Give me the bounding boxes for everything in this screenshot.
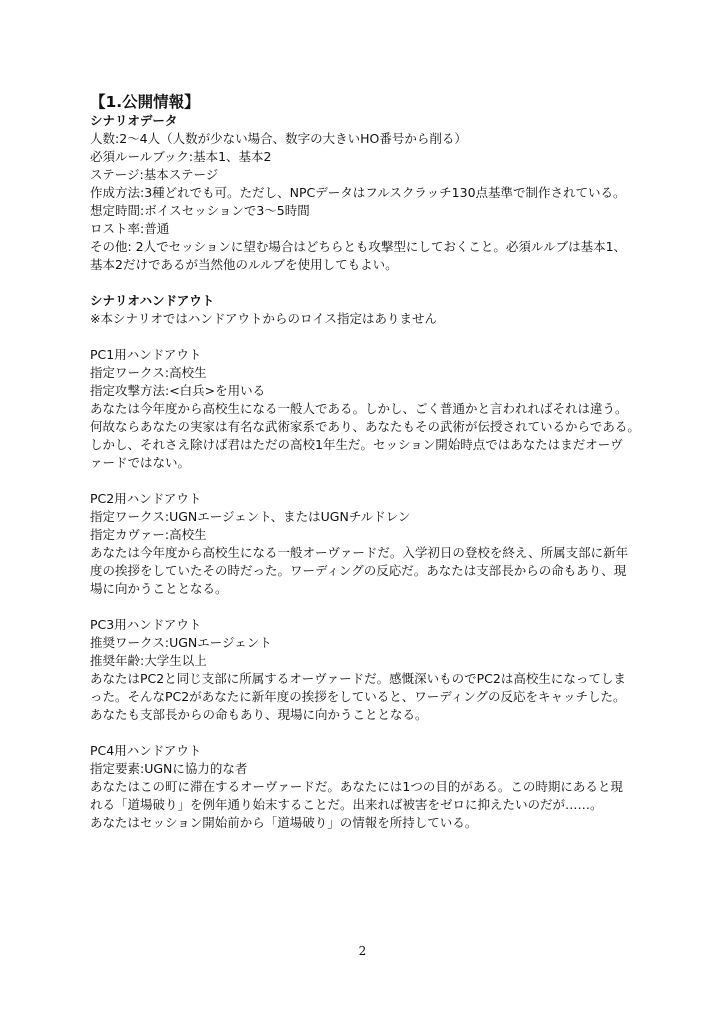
document-page — [90, 92, 660, 832]
pc1-handout-line: あなたは今年度から高校生になる一般人である。しかし、ごく普通かと言われればそれは違う。 — [90, 401, 628, 416]
pc1-handout-heading: PC1用ハンドアウト — [90, 347, 202, 362]
scenario-data-line: 必須ルールブック:基本1、基本2 — [90, 149, 272, 164]
spacer — [90, 472, 660, 490]
pc2-handout-line: あなたは今年度から高校生になる一般オーヴァードだ。入学初日の登校を終え、所属支部に新年 — [90, 545, 629, 560]
pc3-handout-line: った。そんなPC2があなたに新年度の挨拶をしていると、ワーディングの反応をキャッチした。 — [90, 689, 626, 704]
scenario-data-line: 人数:2〜4人（人数が少ない場合、数字の大きいHO番号から削る） — [90, 131, 467, 146]
scenario-handout-heading: シナリオハンドアウト — [90, 293, 215, 308]
pc4-handout-line: あなたはセッション開始前から「道場破り」の情報を所持している。 — [90, 815, 478, 830]
pc1-handout-line: 指定ワークス:高校生 — [90, 365, 207, 380]
pc3-handout-heading: PC3用ハンドアウト — [90, 617, 202, 632]
pc3-handout-line: 推奨ワークス:UGNエージェント — [90, 635, 272, 650]
scenario-data-line: ロスト率:普通 — [90, 221, 170, 236]
scenario-data-line: 想定時間:ボイスセッションで3〜5時間 — [90, 203, 310, 218]
pc4-handout-line: あなたはこの町に滞在するオーヴァードだ。あなたには1つの目的がある。この時期にあると現 — [90, 779, 623, 794]
pc4-handout-line: 指定要素:UGNに協力的な者 — [90, 761, 248, 776]
pc3-handout-line: 推奨年齢:大学生以上 — [90, 653, 207, 668]
spacer — [90, 328, 660, 346]
scenario-data-line: ステージ:基本ステージ — [90, 167, 219, 182]
pc2-handout-line: 指定カヴァー:高校生 — [90, 527, 207, 542]
scenario-handout-note: ※本シナリオではハンドアウトからのロイス指定はありません — [90, 311, 437, 326]
page-number: 2 — [358, 944, 367, 958]
spacer — [90, 274, 660, 292]
pc1-handout-line: しかし、それさえ除けば君はただの高校1年生だ。セッション開始時点ではあなたはまだオーヴ — [90, 437, 623, 452]
pc1-handout-line: ァードではない。 — [90, 455, 191, 470]
pc2-handout-line: 指定ワークス:UGNエージェント、またはUGNチルドレン — [90, 509, 411, 524]
pc1-handout-line: 指定攻撃方法:<白兵>を用いる — [90, 383, 266, 398]
spacer — [90, 724, 660, 742]
scenario-data-line: 作成方法:3種どれでも可。ただし、NPCデータはフルスクラッチ130点基準で制作されている。 — [90, 185, 626, 200]
scenario-data-line: 基本2だけであるが当然他のルルブを使用してもよい。 — [90, 257, 398, 272]
pc4-handout-line: れる「道場破り」を例年通り始末することだ。出来れば被害をゼロに抑えたいのだが……。 — [90, 797, 603, 812]
scenario-data-line: その他: 2人でセッションに望む場合はどちらとも攻撃型にしておくこと。必須ルルブは基本1、 — [90, 239, 627, 254]
section-title: 【1.公開情報】 — [90, 93, 200, 111]
scenario-data-heading: シナリオデータ — [90, 113, 178, 128]
pc3-handout-line: あなたはPC2と同じ支部に所属するオーヴァードだ。感慨深いものでPC2は高校生になってしま — [90, 671, 626, 686]
pc1-handout-line: 何故ならあなたの実家は有名な武術家系であり、あなたもその武術が伝授されているからである。 — [90, 419, 640, 434]
pc2-handout-line: 場に向かうこととなる。 — [90, 581, 228, 596]
pc3-handout-line: あなたも支部長からの命もあり、現場に向かうこととなる。 — [90, 707, 428, 722]
pc4-handout-heading: PC4用ハンドアウト — [90, 743, 202, 758]
spacer — [90, 598, 660, 616]
pc2-handout-line: 度の挨拶をしていたその時だった。ワーディングの反応だ。あなたは支部長からの命もあり、現 — [90, 563, 627, 578]
pc2-handout-heading: PC2用ハンドアウト — [90, 491, 202, 506]
